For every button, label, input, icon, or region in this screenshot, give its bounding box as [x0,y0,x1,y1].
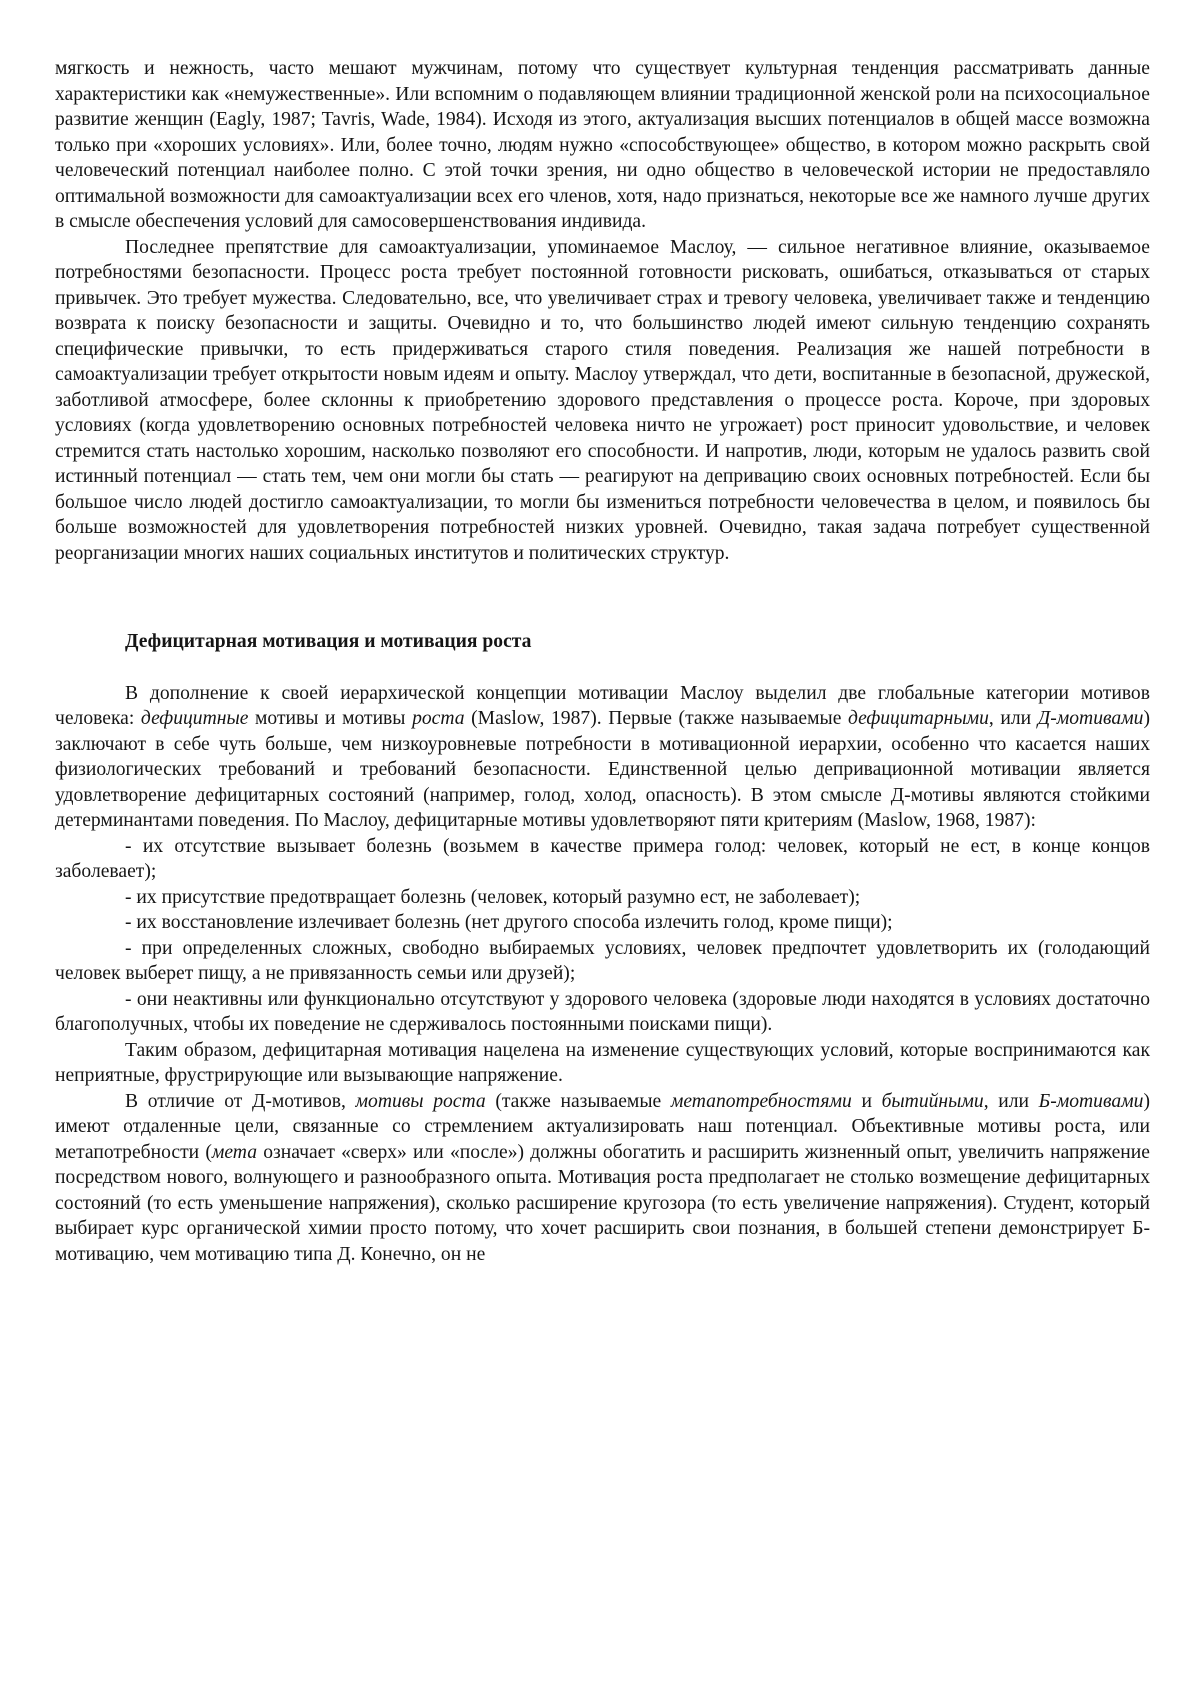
section-heading: Дефицитарная мотивация и мотивация роста [125,631,532,652]
text-run: , или [988,708,1038,729]
criterion-item: - их присутствие предотвращает болезнь (человек, который разумно ест, не заболевает); [125,886,861,908]
italic-term: мета [211,1141,257,1163]
paragraph-1: мягкость и нежность, часто мешают мужчинам, потому что существует культурная тенденция рассматривать данные характеристики как «немужественные». Или вспомним о подавляющем влиянии традиционной женской роли на психосоциальное развитие женщин (Eagly, 1987; Tavris, Wade, 1984). Исходя из этого, актуализация высших потенциалов в общей массе возможна только при «хороших условиях». Или, более точно, людям нужно «способствующее» общество, в котором можно раскрыть свой человеческий потенциал наиболее полно. С этой точки зрения, ни одно общество в человеческой истории не предоставляло оптимальной возможности для самоактуализации всех его членов, хотя, надо признаться, некоторые все же намного лучше других в смысле обеспечения условий для самосовершенствования индивида. [55,58,1150,232]
italic-term: бытийными [881,1090,984,1112]
text-run: и [851,1090,882,1112]
text-run: , или [983,1090,1039,1112]
paragraph-2: Последнее препятствие для самоактуализации, упоминаемое Маслоу, — сильное негативное влияние, оказываемое потребностями безопасности. Процесс роста требует постоянной готовности рисковать, ошибаться, отказываться от старых привычек. Это требует мужества. Следовательно, все, что увеличивает страх и тревогу человека, увеличивает также и тенденцию возврата к поиску безопасности и защиты. Очевидно и то, что большинство людей имеют сильную тенденцию сохранять специфические привычки, то есть придерживаться старого стиля поведения. Реализация же нашей потребности в самоактуализации требует открытости новым идеям и опыту. Маслоу утверждал, что дети, воспитанные в безопасной, дружеской, заботливой атмосфере, более склонны к приобретению здорового представления о процессе роста. Короче, при здоровых условиях (когда удовлетворению основных потребностей человека ничто не угрожает) рост приносит удовольствие, и человек стремится стать настолько хорошим, насколько позволяют его способности. И напротив, люди, которым не удалось развить свой истинный потенциал — стать тем, чем они могли бы стать — реагируют на депривацию своих основных потребностей. Если бы большое число людей достигло самоактуализации, то могли бы измениться потребности человечества в целом, и появилось бы больше возможностей для удовлетворения потребностей низких уровней. Очевидно, такая задача потребует существенной реорганизации многих наших социальных институтов и политических структур. [55,236,1150,564]
criterion-item: - при определенных сложных, свободно выбираемых условиях, человек предпочтет удовлетворить их (голодающий человек выберет пищу, а не привязанность семьи или друзей); [55,937,1150,984]
spacer [55,566,1150,629]
text-run: означает «сверх» или «после») должны обогатить и расширить жизненный опыт, увеличить напряжение посредством нового, волнующего и разнообразного опыта. Мотивация роста предполагает не столько возмещение дефицитарных состояний (то есть уменьшение напряжения), сколько расширение кругозора (то есть увеличение напряжения). Студент, который выбирает курс органической химии просто потому, что хочет расширить свои познания, в большей степени демонстрирует Б-мотивацию, чем мотивацию типа Д. Конечно, он не [55,1141,1150,1265]
criterion-item: - их отсутствие вызывает болезнь (возьмем в качестве примера голод: человек, который не ест, в конце концов заболевает); [55,835,1150,882]
text-run: В отличие от Д-мотивов, [125,1090,356,1112]
criterion-item: - их восстановление излечивает болезнь (нет другого способа излечить голод, кроме пищи); [125,912,893,933]
text-run: ) заключают в себе чуть больше, чем низкоуровневые потребности в мотивационной иерархии, особенно что касается наших физиологических требований и требований безопасности. Единственной целью депривационной мотивации является удовлетворение дефицитарных состояний (например, голод, холод, опасность). В этом смысле Д-мотивы являются стойкими детерминантами поведения. По Маслоу, дефицитарные мотивы удовлетворяют пяти критериям (Maslow, 1968, 1987): [55,708,1150,831]
italic-term: Б-мотивами [1038,1090,1144,1112]
italic-term: дефицитные [140,708,249,729]
text-run: В дополнение к своей иерархической концепции мотивации Маслоу выделил две глобальные категории мотивов человека: [55,682,1150,729]
paragraph-5 [55,1089,1150,1268]
text-run: (Maslow, 1987). Первые (также называемые [464,708,848,729]
document-page [55,56,1150,1267]
italic-term: Д-мотивами [1037,708,1144,729]
italic-term: мотивы роста [355,1090,486,1112]
spacer [55,655,1150,681]
text-run: (также называемые [485,1090,671,1112]
italic-term: роста [412,708,465,729]
italic-term: дефицитарными [847,708,989,729]
text-run: ) имеют отдаленные цели, связанные со стремлением актуализировать наш потенциал. Объективные мотивы роста, или метапотребности ( [55,1090,1150,1163]
text-run: мотивы и мотивы [248,708,413,729]
paragraph-3 [55,681,1150,834]
italic-term: метапотребностями [670,1090,852,1112]
criterion-item: - они неактивны или функционально отсутствуют у здорового человека (здоровые люди находятся в условиях достаточно благополучных, чтобы их поведение не сдерживалось постоянными поисками пищи). [55,988,1150,1035]
paragraph-4: Таким образом, дефицитарная мотивация нацелена на изменение существующих условий, которые воспринимаются как неприятные, фрустрирующие или вызывающие напряжение. [55,1039,1150,1086]
